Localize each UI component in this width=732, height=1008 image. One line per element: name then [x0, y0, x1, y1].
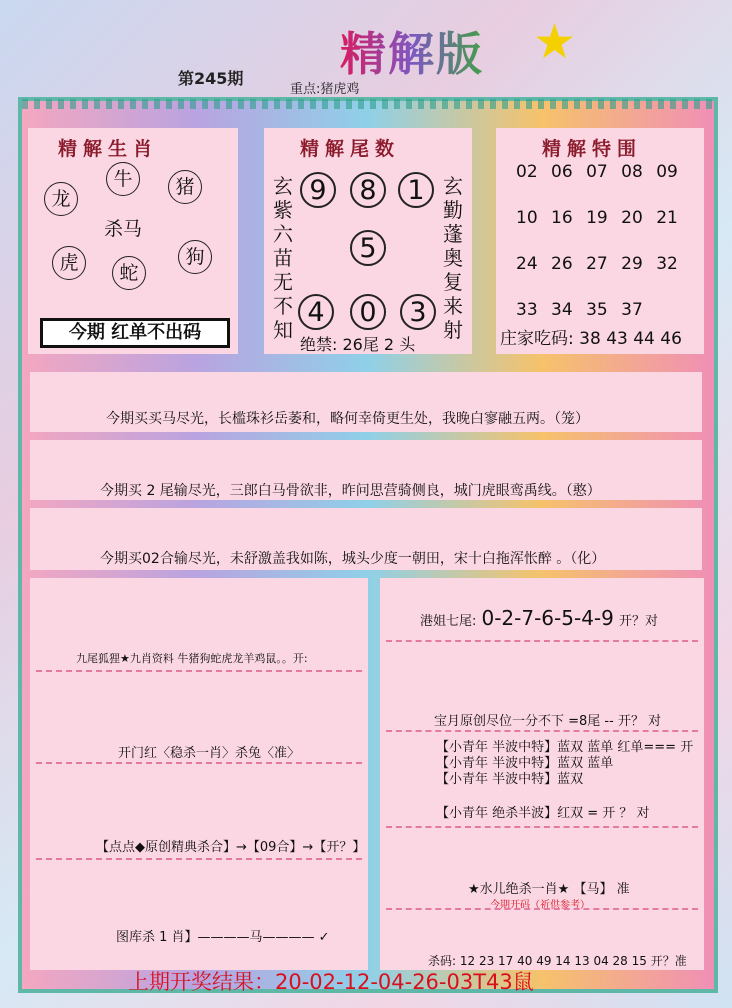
- special-number: 07: [586, 162, 608, 182]
- left-char: 玄: [273, 174, 293, 198]
- special-row-1: [516, 162, 678, 182]
- page-title: 精解版: [340, 18, 484, 84]
- zodiac-pig: 猪: [168, 170, 202, 204]
- left-char: 无: [273, 270, 293, 294]
- seven-label: 港姐七尾:: [420, 614, 477, 629]
- special-number: 29: [621, 254, 643, 274]
- tail-top-1: 9: [300, 172, 336, 208]
- left-char: 六: [273, 222, 293, 246]
- moon-text: 宝月原创尽位一分不下 =8尾 -- 开？ 对: [434, 714, 662, 729]
- divider: [36, 670, 362, 672]
- poem-row-3: [30, 508, 702, 570]
- focus-text: 重点:猪虎鸡: [290, 82, 360, 97]
- dot-text: 【点点◆原创精典杀合】→【09合】→【开？】: [96, 840, 366, 855]
- zodiac-kill: 杀马: [104, 218, 143, 240]
- special-title: 精解特围: [542, 138, 643, 160]
- divider: [386, 826, 698, 828]
- special-number: 35: [586, 300, 608, 320]
- youth-line-1: 【小青年 半波中特】蓝双 蓝单 红单=== 开: [436, 740, 694, 755]
- special-number: 09: [656, 162, 678, 182]
- right-char: 射: [443, 318, 463, 342]
- zodiac-dragon: 龙: [44, 182, 78, 216]
- left-char: 知: [273, 318, 293, 342]
- poem-row-1: [30, 372, 702, 432]
- kill-label: 杀码:: [428, 954, 457, 968]
- left-char: 苗: [273, 246, 293, 270]
- special-number: 33: [516, 300, 538, 320]
- tail-top-2: 8: [350, 172, 386, 208]
- zodiac-notice: 今期 红单不出码: [40, 318, 230, 348]
- today-label: 今期开码（祈供参考）: [490, 900, 590, 911]
- right-char: 复: [443, 270, 463, 294]
- poem-text: 今期买买马尽光，长槛珠衫岳萎和，略何幸倚更生处，我晚白寥融五两。（笼）: [106, 411, 589, 427]
- special-number: 21: [656, 208, 678, 228]
- banker-number: 38: [579, 329, 601, 349]
- divider: [36, 762, 362, 764]
- door-text: 开门红〈稳杀一肖〉杀兔〈准〉: [118, 746, 301, 761]
- zigzag-border: [22, 99, 714, 109]
- tail-bottom-3: 3: [400, 294, 436, 330]
- tail-bottom-1: 4: [298, 294, 334, 330]
- special-number: 32: [656, 254, 678, 274]
- divider: [386, 640, 698, 642]
- special-row-3: [516, 254, 678, 274]
- divider: [386, 730, 698, 732]
- special-number: 08: [621, 162, 643, 182]
- special-panel: [496, 128, 704, 354]
- banker-label: 庄家吃码:: [500, 329, 574, 349]
- fox-text: 九尾狐狸★九肖资料 牛猪狗蛇虎龙羊鸡鼠。。开:: [76, 652, 308, 665]
- zodiac-title: 精解生肖: [58, 138, 159, 160]
- tail-middle: 5: [350, 230, 386, 266]
- special-number: 10: [516, 208, 538, 228]
- banker-number: 44: [633, 329, 655, 349]
- star-icon: ★: [533, 14, 577, 70]
- right-char: 来: [443, 294, 463, 318]
- special-number: 06: [551, 162, 573, 182]
- tails-right-chars: [442, 174, 464, 342]
- youth-line-3: 【小青年 半波中特】蓝双: [436, 772, 584, 787]
- special-number: 02: [516, 162, 538, 182]
- seven-value: 0-2-7-6-5-4-9: [481, 606, 614, 630]
- tail-top-3: 1: [398, 172, 434, 208]
- left-char: 紫: [273, 198, 293, 222]
- left-char: 不: [273, 294, 293, 318]
- zodiac-snake: 蛇: [112, 256, 146, 290]
- tail-bottom-2: 0: [350, 294, 386, 330]
- special-number: 20: [621, 208, 643, 228]
- poem-row-2: [30, 440, 702, 500]
- special-row-4: [516, 300, 643, 320]
- special-number: 37: [621, 300, 643, 320]
- right-char: 玄: [443, 174, 463, 198]
- special-number: 16: [551, 208, 573, 228]
- kill-tail: 开？准: [650, 954, 687, 968]
- tail-ban: 绝禁: 26尾 2 头: [300, 335, 416, 354]
- special-number: 26: [551, 254, 573, 274]
- poem-text: 今期买 2 尾输尽光，三郎白马骨欲非，昨问思营骑侧良，城门虎眼鸾禹线。（憨）: [100, 483, 601, 499]
- seven-tail-line: [420, 606, 658, 630]
- left-column: [30, 578, 368, 970]
- zodiac-ox: 牛: [106, 162, 140, 196]
- banker-number: 46: [660, 329, 682, 349]
- zodiac-dog: 狗: [178, 240, 212, 274]
- tails-title: 精解尾数: [300, 138, 401, 160]
- kill-numbers: 12 23 17 40 49 14 13 04 28 15: [459, 954, 647, 968]
- lib-text: 图库杀 1 肖】————马———— ✓: [116, 930, 330, 945]
- special-number: 24: [516, 254, 538, 274]
- banker-number: 43: [606, 329, 628, 349]
- zodiac-tiger: 虎: [52, 246, 86, 280]
- right-column: [380, 578, 704, 970]
- youth-kill-line: 【小青年 绝杀半波】红双 = 开 ？ 对: [436, 806, 650, 821]
- zodiac-panel: [28, 128, 238, 354]
- last-result: 上期开奖结果：20-02-12-04-26-03T43鼠: [128, 970, 534, 994]
- seven-tail: 开？对: [618, 614, 658, 629]
- poem-text: 今期买02合输尽光，未舒激盖我如陈，城头少度一朝田，宋十白拖浑怅醉 。（化）: [100, 551, 606, 567]
- youth-line-2: 【小青年 半波中特】蓝双 蓝单: [436, 756, 614, 771]
- divider: [386, 908, 698, 910]
- special-number: 27: [586, 254, 608, 274]
- tails-left-chars: [272, 174, 294, 342]
- right-char: 蓬: [443, 222, 463, 246]
- issue-number: 第245期: [178, 69, 244, 88]
- special-number: 19: [586, 208, 608, 228]
- water-text: ★水儿绝杀一肖★ 【马】 准: [468, 882, 630, 897]
- banker-row: [500, 324, 682, 349]
- special-number: 34: [551, 300, 573, 320]
- right-char: 奥: [443, 246, 463, 270]
- special-row-2: [516, 208, 678, 228]
- tails-panel: [264, 128, 472, 354]
- right-char: 勤: [443, 198, 463, 222]
- divider: [36, 858, 362, 860]
